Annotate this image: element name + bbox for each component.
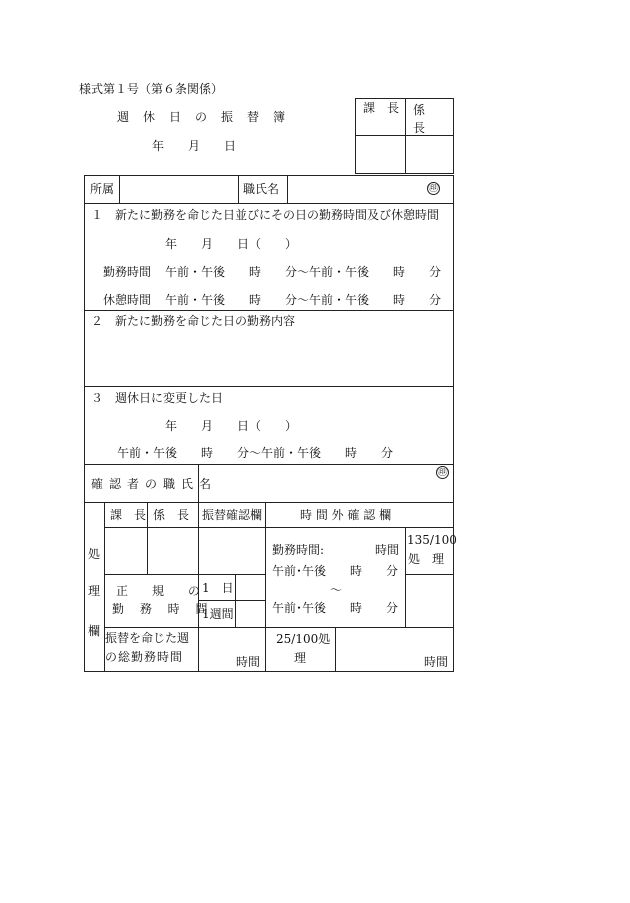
total-hours-label-1: 振替を命じた週 <box>105 631 190 645</box>
seiki-label: 正 規 の <box>116 584 201 598</box>
kinmu-jikan-label: 勤 務 時 間 <box>112 602 214 616</box>
section1-date: 年 月 日（ ） <box>165 237 298 251</box>
to-time: 午前･午後 時 分 <box>272 601 399 615</box>
furikae-kakunin-label: 振替確認欄 <box>202 508 263 522</box>
proc-kacho-label: 課 長 <box>110 508 147 522</box>
rate-135-sub: 処 理 <box>408 552 445 566</box>
one-day-label: 1 日 <box>202 581 234 595</box>
proc-kakaricho-label: 係 長 <box>153 508 190 522</box>
rate-25-hours-unit: 時間 <box>424 655 449 669</box>
section3-date: 年 月 日（ ） <box>165 419 298 433</box>
jikangai-kakunin-label: 時 間 外 確 認 欄 <box>300 508 392 522</box>
processing-label-3: 欄 <box>88 624 101 638</box>
work-time-label: 勤務時間 <box>103 265 152 279</box>
work-time-value: 午前・午後 時 分～午前・午後 時 分 <box>165 265 442 279</box>
shozoku-label: 所属 <box>90 182 115 196</box>
form-title: 週休日の振替簿 <box>117 110 300 124</box>
from-time: 午前･午後 時 分 <box>272 564 399 578</box>
seal-mark: ㊞ <box>428 183 439 194</box>
rest-time-value: 午前・午後 時 分～午前・午後 時 分 <box>165 293 442 307</box>
work-time-field-label: 勤務時間: <box>272 543 325 557</box>
rate-135-label: 135/100 <box>407 533 457 547</box>
rate-25-sub: 理 <box>294 651 307 665</box>
total-hours-unit: 時間 <box>236 655 261 669</box>
time-tilde: ～ <box>330 583 343 597</box>
section2-heading: ２ 新たに勤務を命じた日の勤務内容 <box>91 314 296 328</box>
shokushimei-label: 職氏名 <box>243 182 280 196</box>
section3-heading: ３ 週休日に変更した日 <box>91 391 224 405</box>
total-hours-label-2: の総勤務時間 <box>105 650 184 664</box>
confirmer-label: 確認者の職氏名 <box>91 477 218 491</box>
form-number: 様式第１号（第６条関係） <box>79 82 224 96</box>
section1-heading: １ 新たに勤務を命じた日並びにその日の勤務時間及び休憩時間 <box>91 208 440 222</box>
work-time-unit: 時間 <box>375 543 400 557</box>
rest-time-label: 休憩時間 <box>103 293 152 307</box>
approval-kacho-label: 課 長 <box>363 101 400 115</box>
one-week-label: 1週間 <box>202 607 234 621</box>
processing-label-1: 処 <box>88 547 101 561</box>
approval-kakaricho-label: 係 長 <box>413 103 426 135</box>
confirmer-seal: ㊞ <box>437 467 448 478</box>
processing-label-2: 理 <box>88 584 101 598</box>
rate-25-label: 25/100処 <box>276 632 331 646</box>
section3-time: 午前・午後 時 分～午前・午後 時 分 <box>117 446 394 460</box>
header-date: 年 月 日 <box>152 139 237 153</box>
